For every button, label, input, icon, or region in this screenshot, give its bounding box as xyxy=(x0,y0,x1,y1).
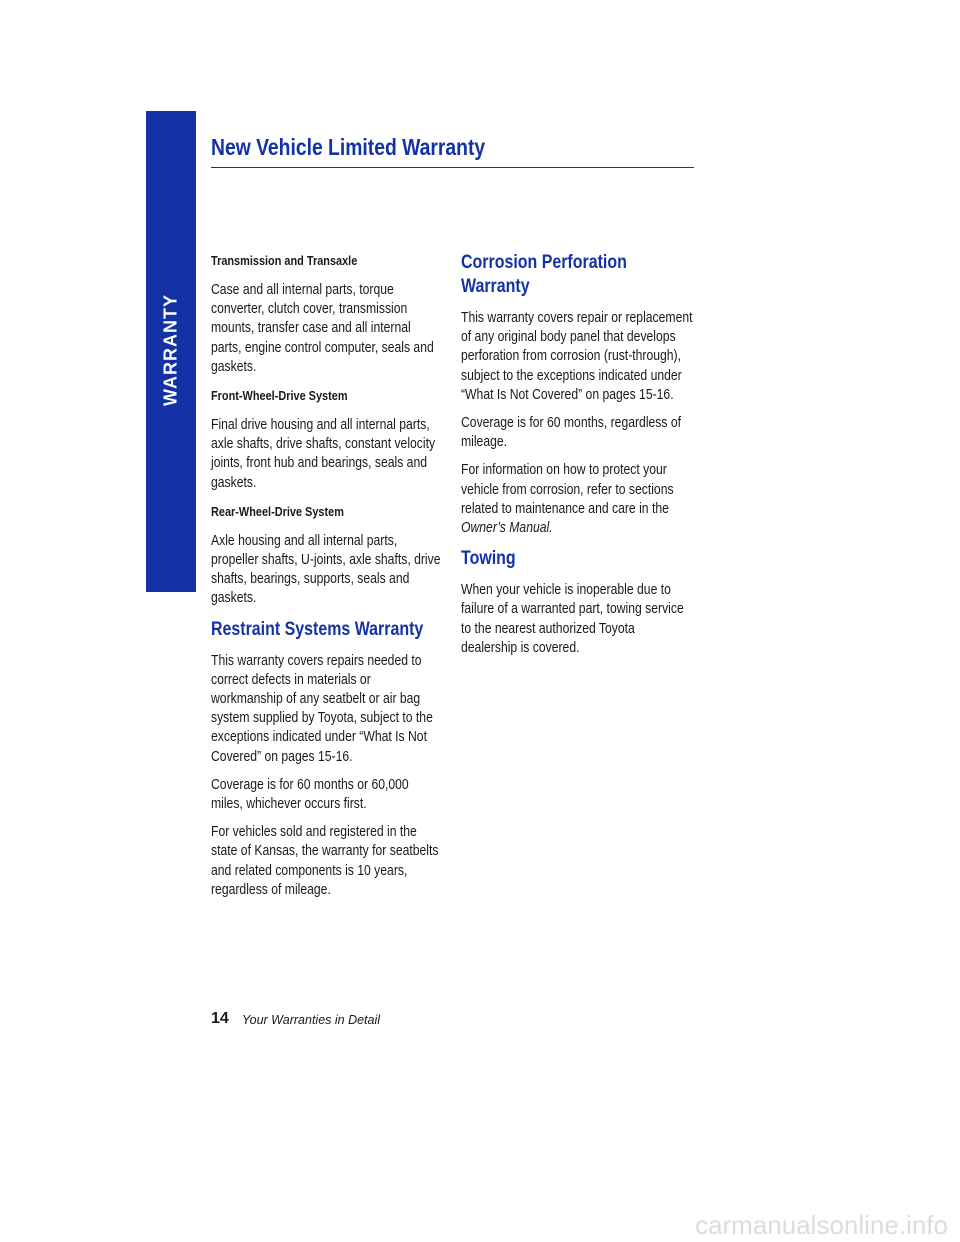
corrosion-paragraph-3 xyxy=(461,461,693,538)
title-divider xyxy=(211,167,694,168)
page-number: 14 xyxy=(211,1010,229,1027)
side-tab-label: WARRANTY xyxy=(160,294,181,406)
corrosion-paragraph-3-text: For information on how to protect your vehicle from corrosion, refer to sections related to maintenance and care in the xyxy=(461,462,674,517)
left-column xyxy=(211,251,443,909)
fwd-heading: Front-Wheel-Drive System xyxy=(211,388,348,404)
footer-section-title: Your Warranties in Detail xyxy=(242,1013,381,1027)
rwd-heading: Rear-Wheel-Drive System xyxy=(211,503,344,519)
owners-manual-reference: Owner’s Manual. xyxy=(461,520,553,537)
right-column xyxy=(461,251,693,667)
page-title: New Vehicle Limited Warranty xyxy=(211,134,486,160)
restraint-paragraph-2: Coverage is for 60 months or 60,000 miles, whichever occurs first. xyxy=(211,776,409,813)
transmission-heading: Transmission and Transaxle xyxy=(211,253,358,268)
restraint-heading: Restraint Systems Warranty xyxy=(211,618,424,640)
watermark: carmanualsonline.info xyxy=(695,1210,948,1240)
corrosion-paragraph-2: Coverage is for 60 months, regardless of mileage. xyxy=(461,415,682,451)
corrosion-heading: Corrosion Perforation Warranty xyxy=(461,252,627,297)
restraint-paragraph-3: For vehicles sold and registered in the state of Kansas, the warranty for seatbelts and related components is 10 years, regardless of mileage. xyxy=(211,824,439,898)
corrosion-paragraph-1: This warranty covers repair or replacement of any original body panel that develops perforation from corrosion (rust-through), subject to the exceptions indicated under “What Is Not Covered” on pages 15-16. xyxy=(461,310,693,403)
restraint-paragraph-1: This warranty covers repairs needed to correct defects in materials or workmanship of any seatbelt or air bag system supplied by Toyota, subject to the exceptions indicated under “What Is Not Covered” on pages 15-16. xyxy=(211,652,433,765)
towing-heading: Towing xyxy=(461,548,516,570)
rwd-body: Axle housing and all internal parts, propeller shafts, U-joints, axle shafts, drive shafts, bearings, supports, seals and gaskets. xyxy=(211,532,441,607)
towing-paragraph: When your vehicle is inoperable due to failure of a warranted part, towing service to the nearest authorized Toyota dealership is covered. xyxy=(461,582,684,656)
fwd-body: Final drive housing and all internal parts, axle shafts, drive shafts, constant velocity joints, front hub and bearings, seals and gaskets. xyxy=(211,417,436,491)
transmission-body: Case and all internal parts, torque converter, clutch cover, transmission mounts, transfer case and all internal parts, engine control computer, seals and gaskets. xyxy=(211,282,434,375)
